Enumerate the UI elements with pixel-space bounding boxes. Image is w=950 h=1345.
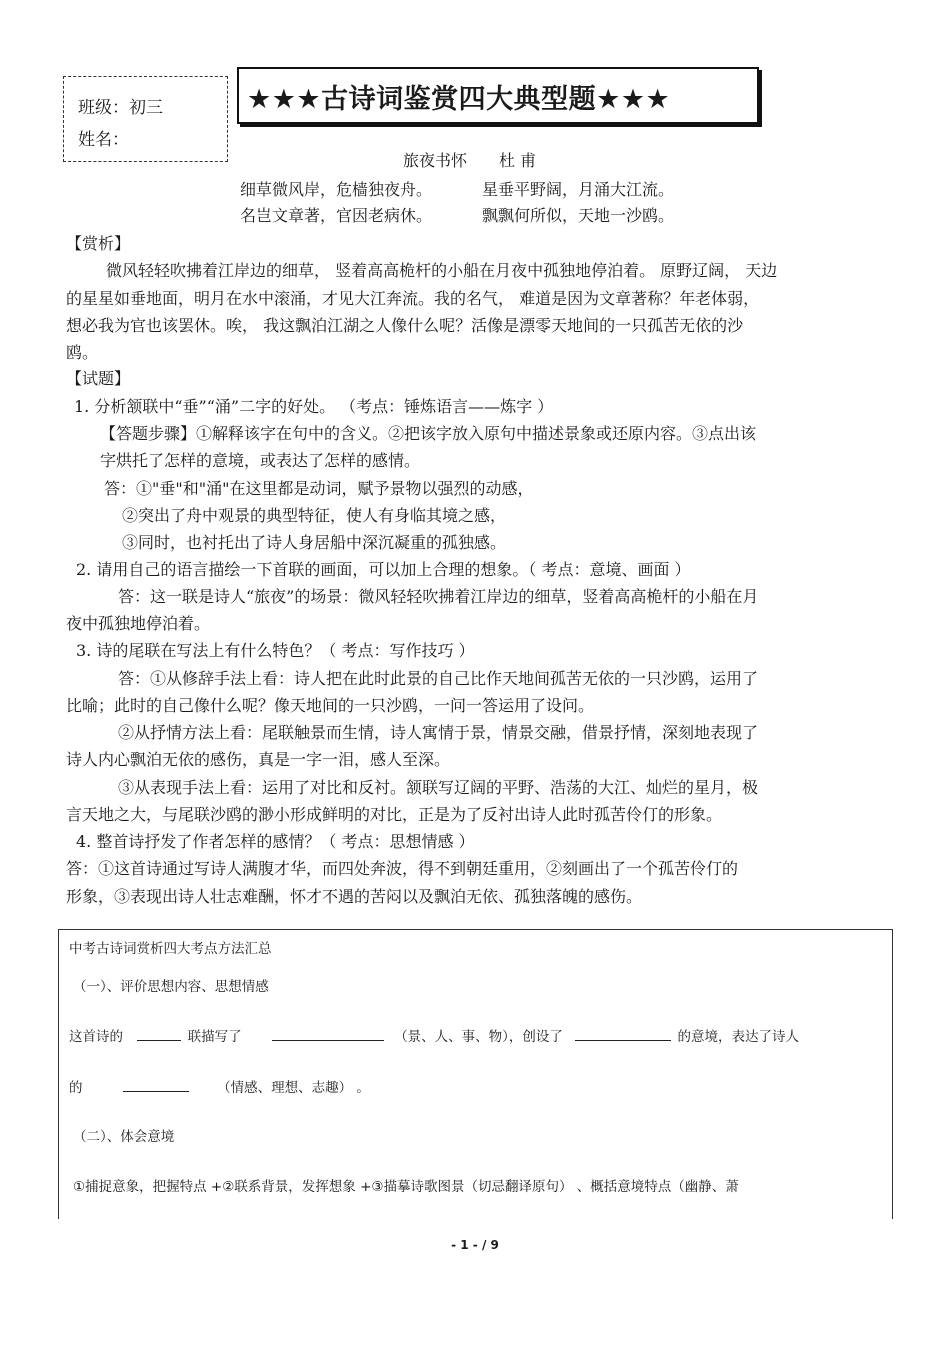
questions-heading: 【试题】 [66,369,131,388]
appreciation-line: 的星星如垂地面，明月在水中滚涌，才见大江奔流。我的名气， 难道是因为文章著称？年老体弱， [66,289,760,308]
fill-blank-line-2 [69,1076,370,1096]
fill-text: （景、人、事、物），创设了 [394,1029,563,1045]
answer-line: 答：①这首诗通过写诗人满腹才华，而四处奔波，得不到朝廷重用，②刻画出了一个孤苦伶仃的 [66,859,739,878]
title-box [237,67,759,124]
answer-line: 答：这一联是诗人“旅夜”的场景：微风轻轻吹拂着江岸边的细草，竖着高高桅杆的小船在月 [118,587,759,606]
fill-text: 的 [69,1080,83,1096]
appreciation-line: 微风轻轻吹拂着江岸边的细草， 竖着高高桅杆的小船在月夜中孤独地停泊着。 原野辽阔， 天边 [106,261,778,280]
question-1: 1. 分析颔联中“垂”“涌”二字的好处。 （考点：锤炼语言——炼字 ） [74,397,554,416]
fill-text: （情感、理想、志趣） 。 [217,1080,370,1096]
poem-line: 飘飘何所似，天地一沙鸥。 [482,206,675,225]
answer-line: ③从表现手法上看：运用了对比和反衬。颔联写辽阔的平野、浩荡的大江、灿烂的星月，极 [118,778,759,797]
poem-line: 名岂文章著，官因老病休。 [240,206,433,225]
student-info-box [63,76,228,162]
blank-field[interactable] [123,1078,189,1092]
summary-title: 中考古诗词赏析四大考点方法汇总 [69,941,272,957]
answer-line: 答：①从修辞手法上看：诗人把在此时此景的自己比作天地间孤苦无依的一只沙鸥，运用了 [118,669,759,688]
answer-line: 答：①"垂"和"涌"在这里都是动词，赋予景物以强烈的动感， [104,479,534,498]
fill-text: 联描写了 [187,1029,242,1045]
poem-title: 旅夜书怀 [403,151,468,170]
answer-line: ②突出了舟中观景的典型特征，使人有身临其境之感， [122,506,507,525]
answer-line: 言天地之大，与尾联沙鸥的渺小形成鲜明的对比，正是为了反衬出诗人此时孤苦伶仃的形象。 [66,805,723,824]
answer-steps-line: 【答题步骤】①解释该字在句中的含义。②把该字放入原句中描述景象或还原内容。③点出该 [100,424,757,443]
summary-steps: ①捕捉意象，把握特点 +②联系背景，发挥想象 +③描摹诗歌图景（切忌翻译原句） 、概括意境特点（幽静、萧 [73,1179,739,1195]
page-number: - 1 - / 9 [451,1238,499,1252]
page-title: ★★★古诗词鉴赏四大典型题★★★ [247,84,671,115]
question-3: 3. 诗的尾联在写法上有什么特色？（ 考点：写作技巧 ） [76,641,475,660]
summary-box [58,929,893,1219]
answer-steps-line: 字烘托了怎样的意境，或表达了怎样的感情。 [100,451,421,470]
answer-line: ③同时，也衬托出了诗人身居船中深沉凝重的孤独感。 [122,533,507,552]
poem-line: 星垂平野阔，月涌大江流。 [482,180,675,199]
answer-line: 诗人内心飘泊无依的感伤，真是一字一泪，感人至深。 [66,750,451,769]
blank-field[interactable] [137,1027,181,1041]
answer-line: ②从抒情方法上看：尾联触景而生情，诗人寓情于景，情景交融，借景抒情，深刻地表现了 [118,723,759,742]
answer-line: 形象，③表现出诗人壮志难酬，怀才不遇的苦闷以及飘泊无依、孤独落魄的感伤。 [66,887,643,906]
question-2: 2. 请用自己的语言描绘一下首联的画面，可以加上合理的想象。（ 考点：意境、画面 ） [76,560,691,579]
blank-field[interactable] [575,1027,671,1041]
fill-text: 的意境，表达了诗人 [677,1029,800,1045]
fill-blank-line-1 [69,1025,799,1045]
blank-field[interactable] [272,1027,384,1041]
appreciation-line: 想必我为官也该罢休。唉， 我这飘泊江湖之人像什么呢？活像是漂零天地间的一只孤苦无依的沙 [66,316,744,335]
question-4: 4. 整首诗抒发了作者怎样的感情？（ 考点：思想情感 ） [76,832,475,851]
name-label: 姓名： [78,130,129,150]
appreciation-line: 鸥。 [66,343,99,362]
summary-section-2: （二）、体会意境 [73,1129,175,1145]
appreciation-heading: 【赏析】 [66,234,131,253]
poem-line: 细草微风岸，危樯独夜舟。 [240,180,433,199]
poem-author: 杜 甫 [499,151,537,170]
answer-line: 夜中孤独地停泊着。 [66,614,211,633]
answer-line: 比喻；此时的自己像什么呢？像天地间的一只沙鸥，一问一答运用了设问。 [66,696,595,715]
summary-section-1: （一）、评价思想内容、思想情感 [73,979,269,995]
fill-text: 这首诗的 [69,1029,123,1045]
class-label: 班级：初三 [78,98,163,118]
